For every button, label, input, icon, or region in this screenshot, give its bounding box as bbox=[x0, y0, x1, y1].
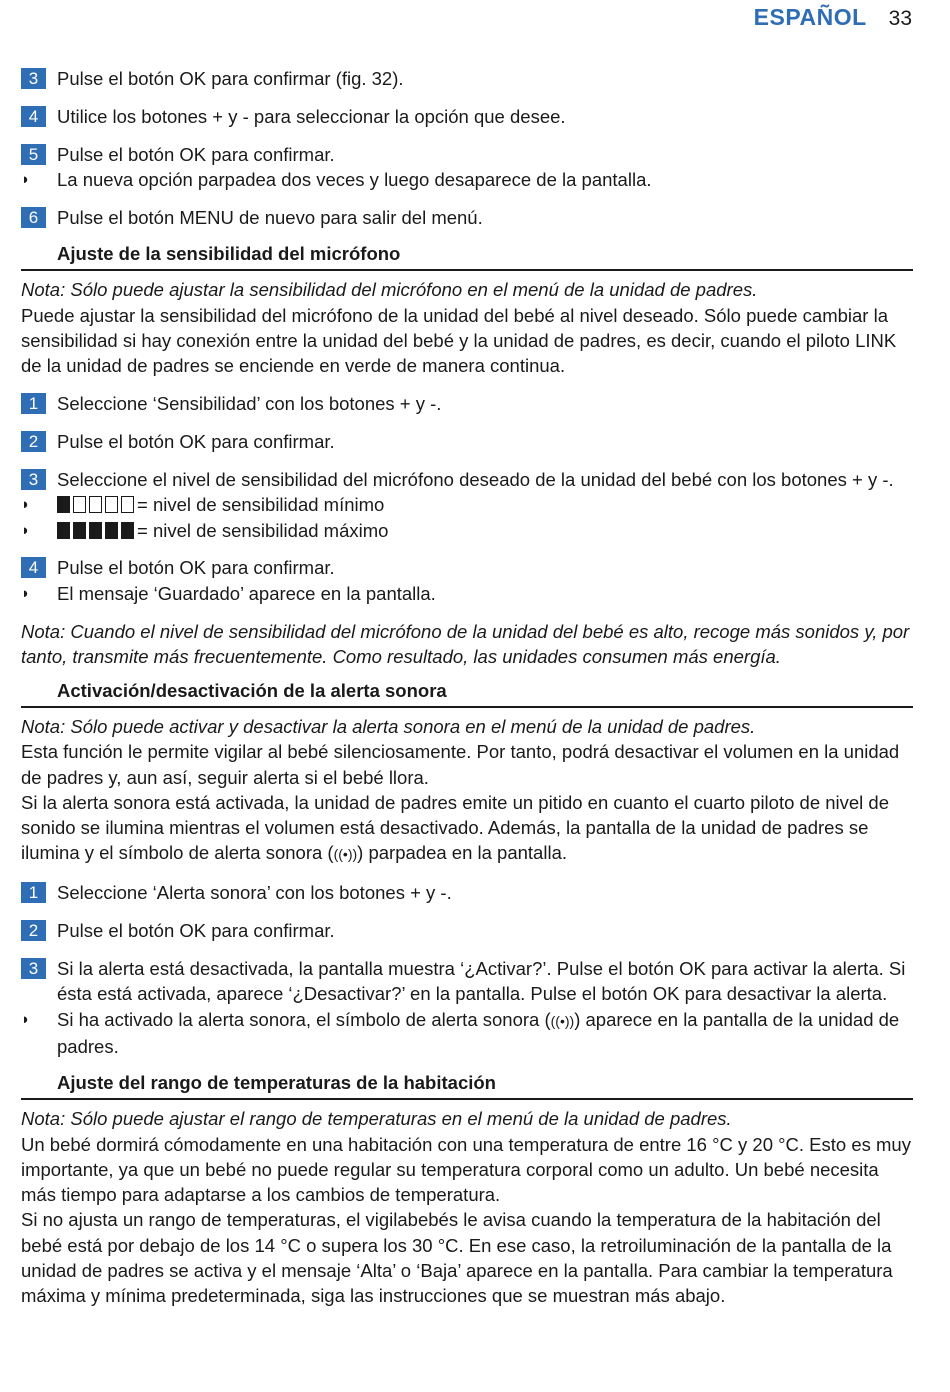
page-header bbox=[754, 4, 912, 34]
body-text: Puede ajustar la sensibilidad del micrófono de la unidad del bebé al nivel deseado. Sólo puede cambiar la sensibilidad si hay conexión entre la unidad del bebé y la unidad de padres, es decir, cuando el piloto LINK de la unidad de padres se enciende en verde de manera continua. bbox=[21, 304, 897, 377]
step-item bbox=[21, 391, 913, 416]
bullet-item bbox=[21, 581, 913, 606]
step-text: Utilice los botones + y - para seleccionar la opción que desee. bbox=[57, 105, 566, 127]
level-min-row bbox=[21, 492, 913, 517]
step-number: 6 bbox=[21, 207, 46, 228]
sound-alert-icon: ((•)) bbox=[550, 1012, 575, 1029]
level-max-text: = nivel de sensibilidad máximo bbox=[137, 519, 389, 541]
body-text: Si la alerta sonora está activada, la unidad de padres emite un pitido en cuanto el cuarto piloto de nivel de sonido se ilumina mientras el volumen está desactivado. Además, la pantalla de la unidad de padres se ilumina y el símbolo de alerta sonora (((•))) parpadea en la pantalla. bbox=[21, 791, 890, 864]
step-text: Pulse el botón MENU de nuevo para salir del menú. bbox=[57, 207, 483, 229]
bullet-icon: ◗ bbox=[21, 1010, 31, 1028]
step-text: Si la alerta está desactivada, la pantalla muestra ‘¿Activar?’. Pulse el botón OK para activar la alerta. Si ésta está activada, aparece ‘¿Desactivar?’ en la pantalla. Pulse el botón OK para desactivar la alerta. bbox=[57, 957, 906, 1005]
level-max-row bbox=[21, 518, 913, 543]
body-text: Un bebé dormirá cómodamente en una habitación con una temperatura de entre 16 °C y 20 °C. Esto es muy importante, ya que un bebé no puede regular su temperatura corporal como un adulto. Un bebé necesita más tiempo para adaptarse a los cambios de temperatura. bbox=[21, 1133, 911, 1206]
language-label: ESPAÑOL bbox=[753, 4, 867, 30]
note-text: Nota: Sólo puede activar y desactivar la alerta sonora en el menú de la unidad de padres. bbox=[21, 715, 756, 737]
step-text: Pulse el botón OK para confirmar. bbox=[57, 557, 335, 579]
bullet-icon: ◗ bbox=[21, 496, 31, 514]
bullet-icon: ◗ bbox=[21, 171, 31, 189]
step-item bbox=[21, 918, 913, 943]
step-item bbox=[21, 429, 913, 454]
step-number: 4 bbox=[21, 106, 46, 127]
step-item bbox=[21, 66, 913, 91]
step-item bbox=[21, 142, 913, 167]
bullet-item bbox=[21, 167, 913, 192]
step-number: 3 bbox=[21, 958, 46, 979]
step-item bbox=[21, 956, 913, 1007]
section-heading: Ajuste de la sensibilidad del micrófono bbox=[21, 241, 913, 271]
step-number: 3 bbox=[21, 68, 46, 89]
bullet-icon: ◗ bbox=[21, 521, 31, 539]
level-min-icon bbox=[57, 494, 137, 515]
step-item bbox=[21, 555, 913, 580]
note-text: Nota: Sólo puede ajustar el rango de temperaturas en el menú de la unidad de padres. bbox=[21, 1108, 732, 1130]
level-min-text: = nivel de sensibilidad mínimo bbox=[137, 494, 385, 516]
note-text: Nota: Sólo puede ajustar la sensibilidad del micrófono en el menú de la unidad de padres. bbox=[21, 279, 758, 301]
body-text: Esta función le permite vigilar al bebé silenciosamente. Por tanto, podrá desactivar el volumen en la unidad de padres y, aun así, seguir alerta si el bebé llora. bbox=[21, 741, 900, 788]
body-text: Si no ajusta un rango de temperaturas, el vigilabebés le avisa cuando la temperatura de la habitación del bebé está por debajo de los 14 °C o supera los 30 °C. En ese caso, la retroiluminación de la pantalla de la unidad de padres se activa y el mensaje ‘Alta’ o ‘Baja’ aparece en la pantalla. Para cambiar la temperatura máxima y mínima predeterminada, siga las instrucciones que se muestran más abajo. bbox=[21, 1209, 893, 1307]
page-number: 33 bbox=[888, 7, 912, 30]
step-text: Seleccione ‘Alerta sonora’ con los botones + y -. bbox=[57, 882, 452, 904]
step-text: Pulse el botón OK para confirmar (fig. 32). bbox=[57, 68, 404, 89]
step-number: 4 bbox=[21, 557, 46, 578]
step-item bbox=[21, 205, 913, 230]
page-content bbox=[21, 66, 913, 1309]
section-heading: Ajuste del rango de temperaturas de la habitación bbox=[21, 1070, 913, 1100]
step-number: 2 bbox=[21, 431, 46, 452]
step-item bbox=[21, 104, 913, 129]
step-text: Seleccione ‘Sensibilidad’ con los botones + y -. bbox=[57, 392, 442, 414]
bullet-icon: ◗ bbox=[21, 585, 31, 603]
bullet-text: La nueva opción parpadea dos veces y luego desaparece de la pantalla. bbox=[57, 169, 652, 191]
step-number: 1 bbox=[21, 882, 46, 903]
sound-alert-icon: ((•)) bbox=[333, 846, 358, 863]
step-number: 1 bbox=[21, 393, 46, 414]
step-item bbox=[21, 880, 913, 905]
step-text: Pulse el botón OK para confirmar. bbox=[57, 430, 335, 452]
step-number: 3 bbox=[21, 469, 46, 490]
bullet-item: ◗ Si ha activado la alerta sonora, el símbolo de alerta sonora (((•))) aparece en la pantalla de la unidad de padres. bbox=[21, 1008, 900, 1058]
step-item bbox=[21, 467, 913, 492]
step-text: Pulse el botón OK para confirmar. bbox=[57, 143, 335, 165]
step-number: 2 bbox=[21, 920, 46, 941]
level-max-icon bbox=[57, 520, 137, 541]
step-number: 5 bbox=[21, 144, 46, 165]
step-text: Seleccione el nivel de sensibilidad del micrófono deseado de la unidad del bebé con los botones + y -. bbox=[57, 468, 894, 490]
note-text: Nota: Cuando el nivel de sensibilidad del micrófono de la unidad del bebé es alto, recoge más sonidos y, por tanto, transmite más frecuentemente. Como resultado, las unidades consumen más energía. bbox=[21, 621, 910, 668]
bullet-text: El mensaje ‘Guardado’ aparece en la pantalla. bbox=[57, 583, 436, 605]
step-text: Pulse el botón OK para confirmar. bbox=[57, 920, 335, 942]
section-heading: Activación/desactivación de la alerta sonora bbox=[21, 678, 913, 708]
